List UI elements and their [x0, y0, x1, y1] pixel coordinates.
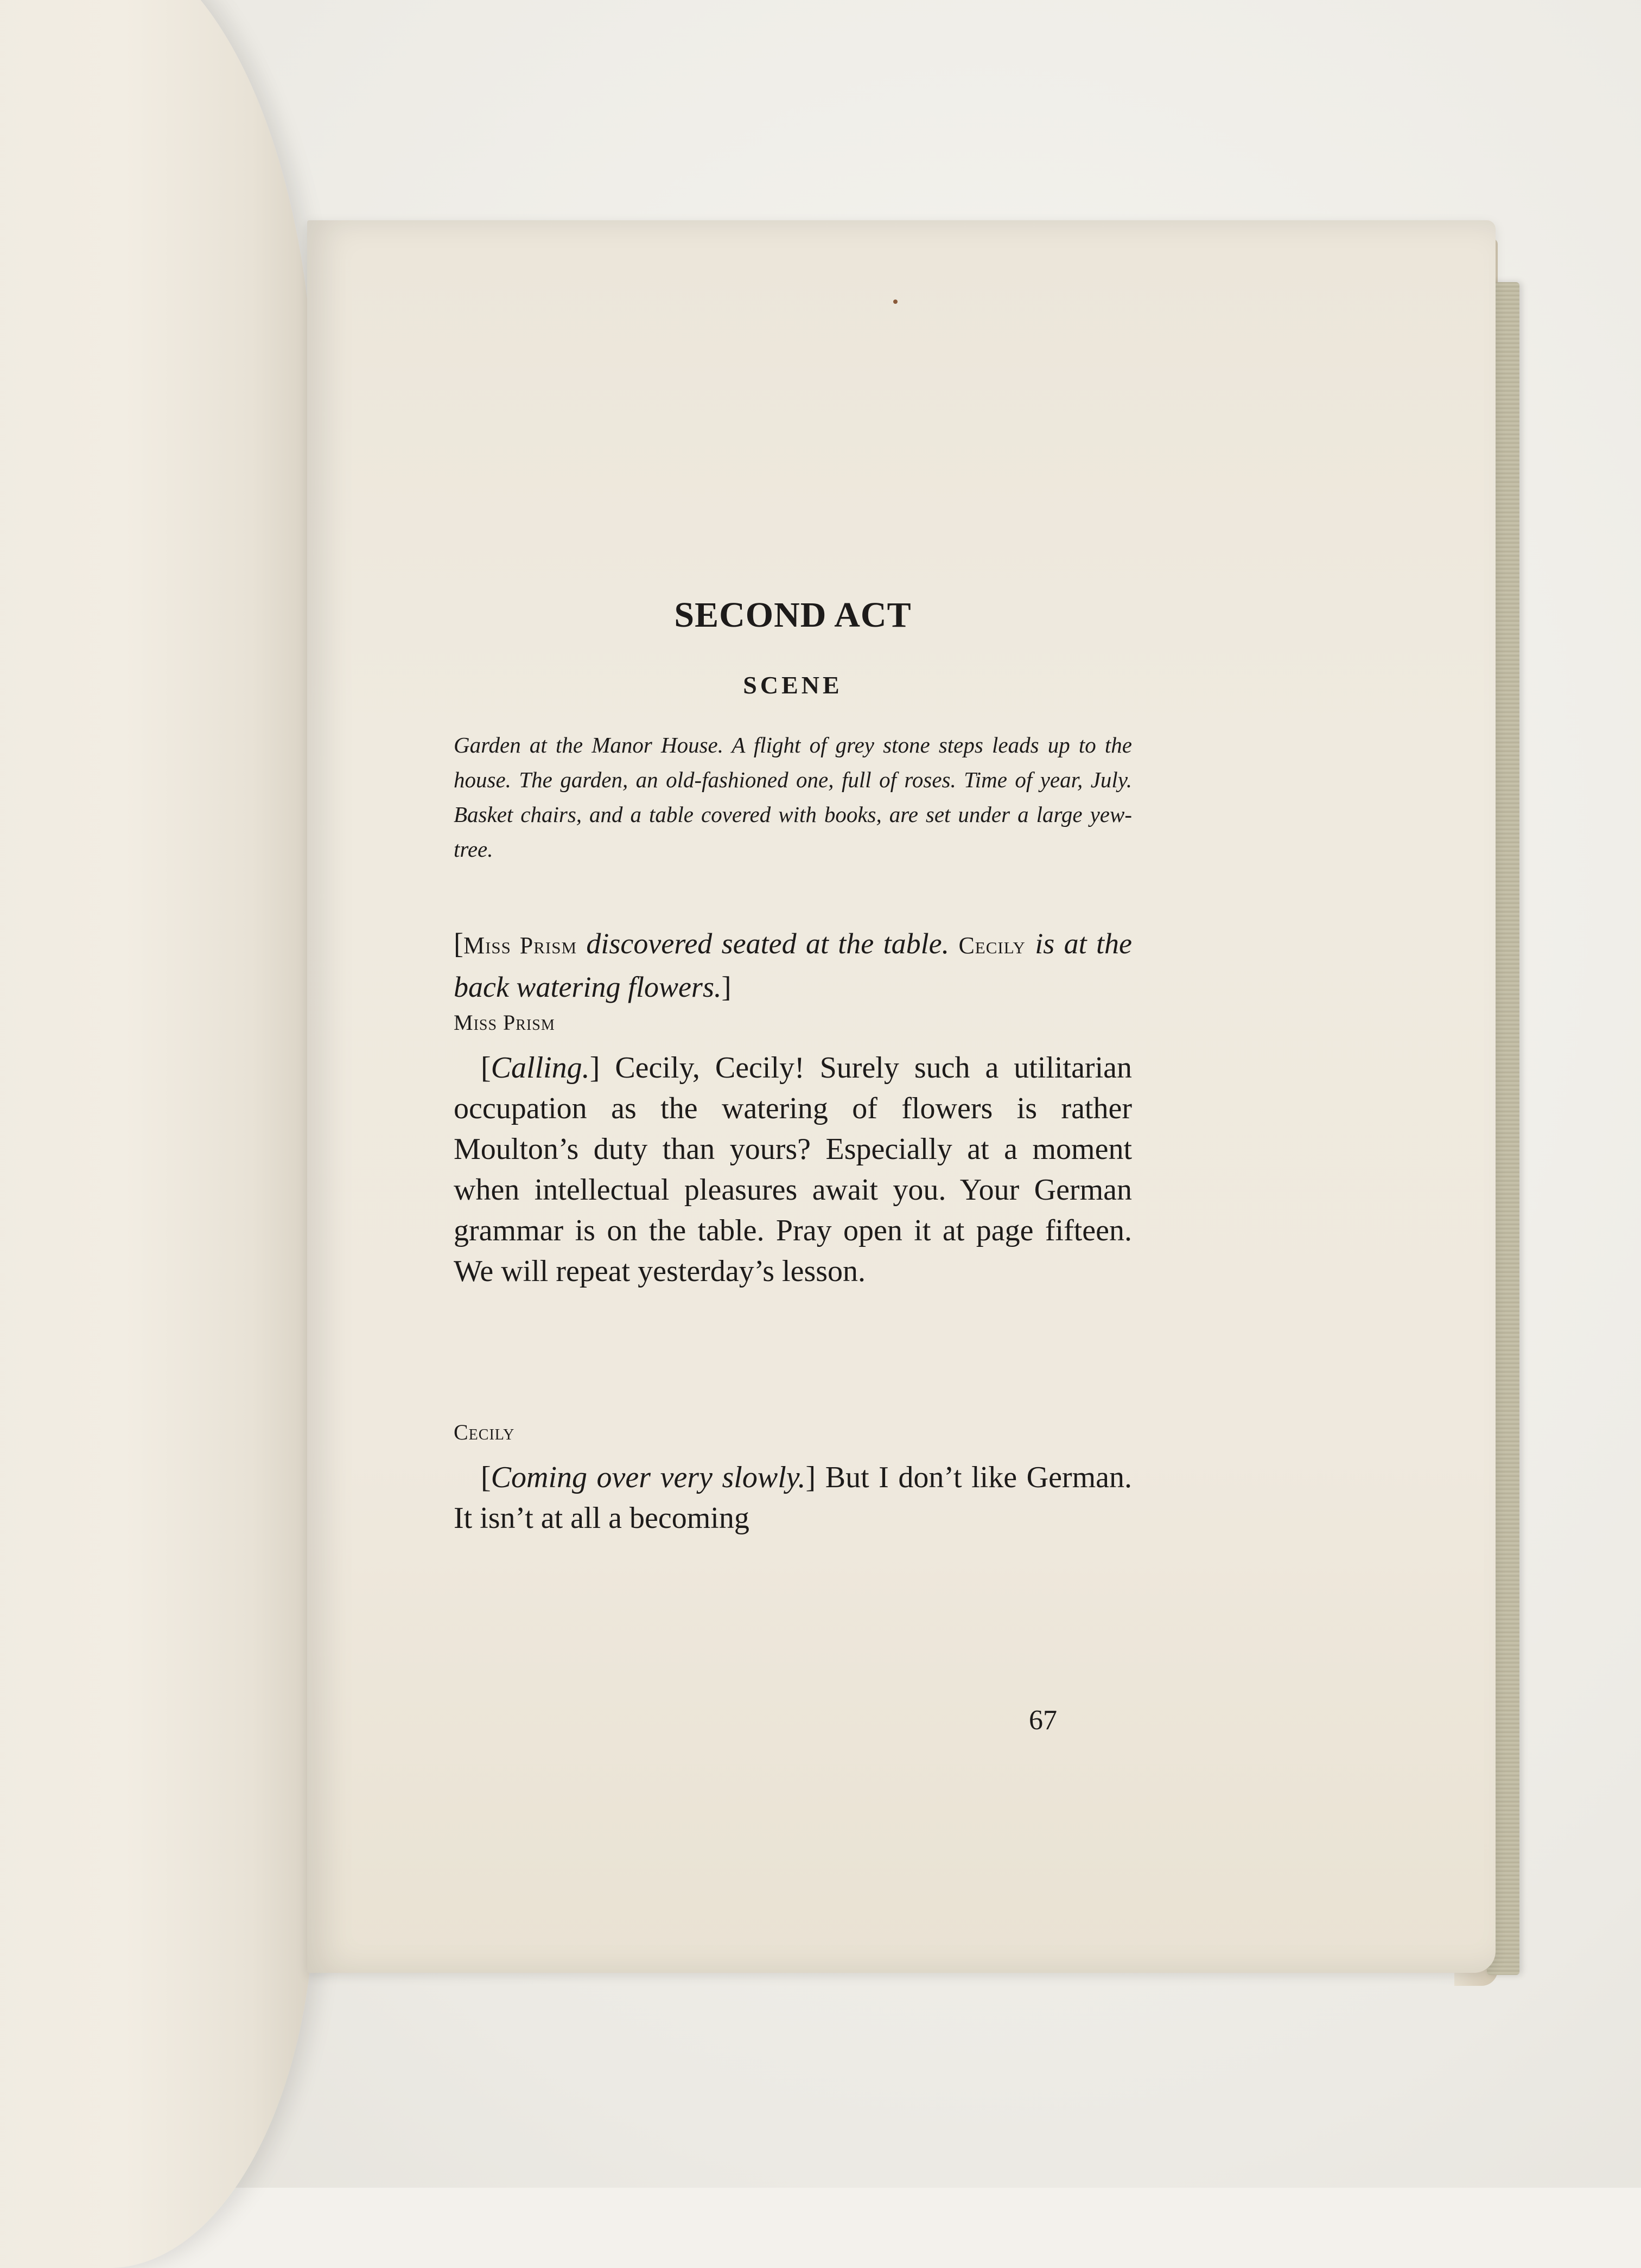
speech-body: But I don’t like German. It isn’t at all a becoming	[454, 1461, 1132, 1535]
speaker-name: Cecily	[454, 1420, 515, 1444]
stage-direction-text: is at the back watering flowers.	[454, 927, 1132, 1003]
scene-description: Garden at the Manor House. A flight of grey stone steps leads up to the house. The garden, an old-fashioned one, full of roses. Time of year, July. Basket chairs, and a table covered with books, are set under a large yew-tree.	[454, 732, 1132, 862]
speech-direction: Coming over very slowly.	[491, 1461, 806, 1494]
left-page-curl	[0, 0, 315, 2268]
character-name: Cecily	[958, 932, 1026, 959]
close-bracket: ]	[721, 971, 732, 1003]
page-number: 67	[1029, 1705, 1057, 1736]
character-name: Miss Prism	[463, 932, 577, 959]
speaker-name: Miss Prism	[454, 1010, 555, 1035]
open-bracket: [	[454, 927, 463, 960]
stage-direction-text: discovered seated at the table.	[577, 927, 959, 960]
speech-text: [Calling.] Cecily, Cecily! Surely such a utilitarian occupation as the watering of flowers is rather Moulton’s duty than yours? Especially at a moment when intellectual pleasures await you. Your German grammar is on the table. Pray open it at page fifteen. We will repeat yesterday’s lesson.	[454, 1051, 1132, 1288]
book-page	[307, 220, 1496, 1973]
speech-body: Cecily, Cecily! Surely such a utilitarian occupation as the watering of flowers is rather Moulton’s duty than yours? Especially at a moment when intellectual pleasures await you. Your German grammar is on the table. Pray open it at page fifteen. We will repeat yesterday’s lesson.	[454, 1051, 1132, 1288]
scene-title: SCENE	[743, 671, 843, 699]
act-title: SECOND ACT	[674, 595, 912, 635]
speech-direction: Calling.	[491, 1051, 590, 1085]
speech-text: [Coming over very slowly.] But I don’t like German. It isn’t at all a becoming	[454, 1461, 1132, 1535]
paper-spot	[893, 300, 898, 304]
stage-direction	[454, 923, 1132, 1008]
